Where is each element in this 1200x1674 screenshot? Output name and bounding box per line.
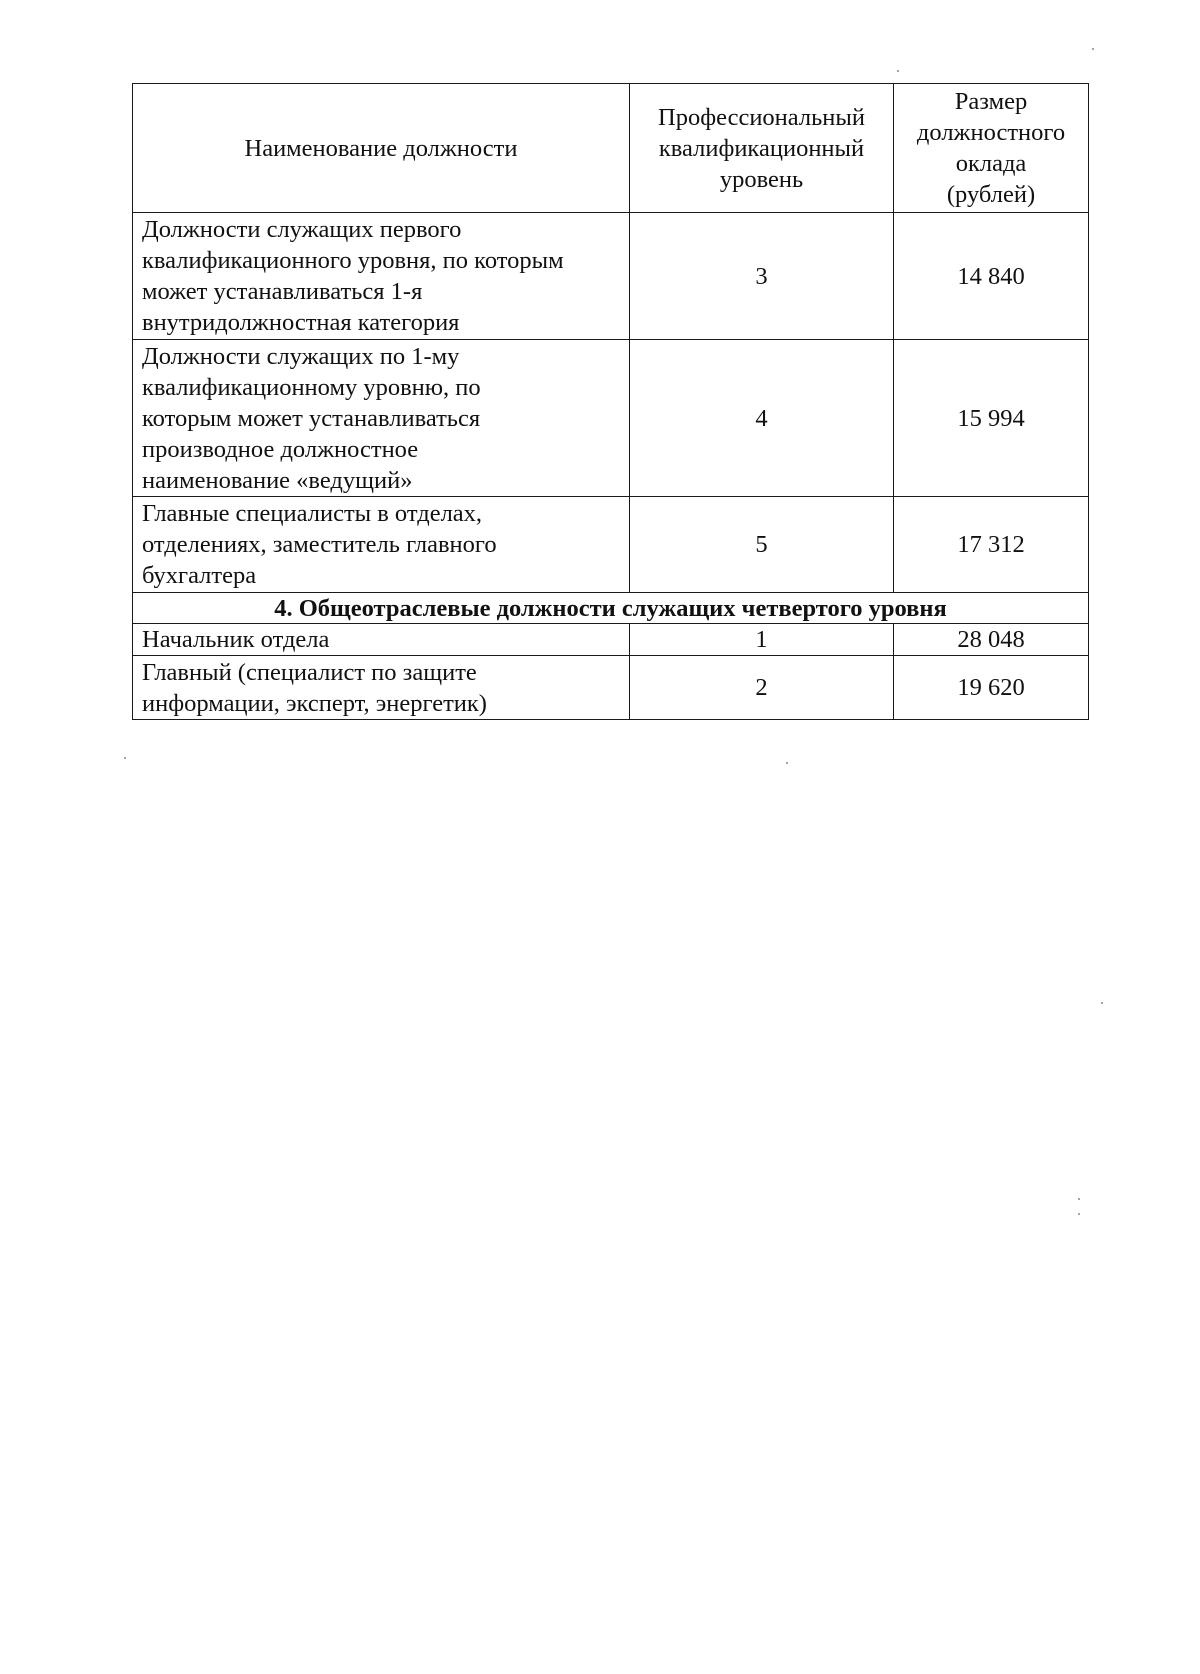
table-header-row	[133, 84, 1089, 213]
header-position-name: Наименование должности	[133, 84, 630, 213]
level-cell: 2	[630, 656, 894, 720]
table-row	[133, 340, 1089, 497]
table-row	[133, 656, 1089, 720]
salary-cell: 14 840	[894, 213, 1089, 340]
table-row	[133, 213, 1089, 340]
scan-speck	[897, 70, 899, 72]
salary-cell: 15 994	[894, 340, 1089, 497]
position-name-cell: Главные специалисты в отделах, отделениях, заместитель главного бухгалтера	[133, 497, 630, 593]
scan-speck	[1078, 1213, 1080, 1215]
position-name-cell: Начальник отдела	[133, 624, 630, 656]
salary-cell: 28 048	[894, 624, 1089, 656]
table-row	[133, 624, 1089, 656]
level-cell: 3	[630, 213, 894, 340]
scan-speck	[1092, 48, 1094, 50]
salary-cell: 17 312	[894, 497, 1089, 593]
header-qualification-level: Профессиональный квалификационный уровень	[630, 84, 894, 213]
salary-cell: 19 620	[894, 656, 1089, 720]
scan-speck	[1101, 1002, 1103, 1004]
level-cell: 4	[630, 340, 894, 497]
scan-speck	[1078, 1198, 1080, 1200]
scan-speck	[124, 757, 126, 759]
level-cell: 5	[630, 497, 894, 593]
section-heading: 4. Общеотраслевые должности служащих четвертого уровня	[133, 593, 1089, 624]
position-name-cell: Должности служащих первого квалификационного уровня, по которым может устанавливаться 1-я внутридолжностная категория	[133, 213, 630, 340]
scan-speck	[786, 762, 788, 764]
section-heading-row	[133, 593, 1089, 624]
level-cell: 1	[630, 624, 894, 656]
position-name-cell: Главный (специалист по защите информации, эксперт, энергетик)	[133, 656, 630, 720]
table-row	[133, 497, 1089, 593]
header-salary: Размер должностного оклада (рублей)	[894, 84, 1089, 213]
salary-table	[132, 83, 1089, 720]
position-name-cell: Должности служащих по 1-му квалификационному уровню, по которым может устанавливаться производное должностное наименование «ведущий»	[133, 340, 630, 497]
